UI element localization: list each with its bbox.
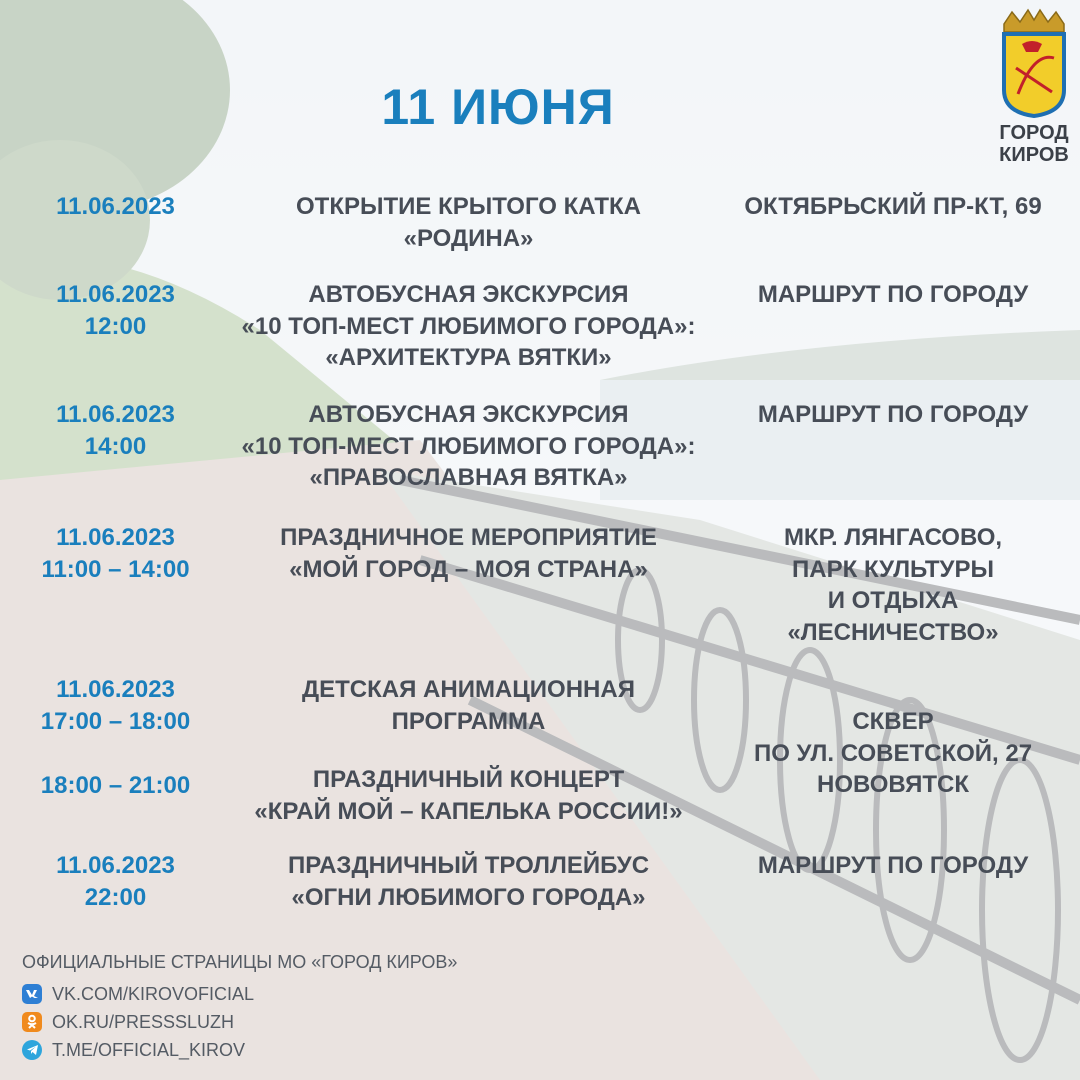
- event-place: МАРШРУТ ПО ГОРОДУ: [757, 281, 1029, 308]
- event-place: МАРШРУТ ПО ГОРОДУ: [757, 852, 1029, 879]
- event-title: «10 ТОП-МЕСТ ЛЮБИМОГО ГОРОДА»:: [241, 432, 696, 460]
- event-date: 11.06.2023: [56, 401, 175, 428]
- event-time: 11:00 – 14:00: [41, 555, 190, 583]
- event-title: ПРАЗДНИЧНОЕ МЕРОПРИЯТИЕ: [280, 524, 657, 551]
- event-title: ДЕТСКАЯ АНИМАЦИОННАЯ: [302, 676, 635, 703]
- event-place: ПАРК КУЛЬТУРЫ: [792, 555, 994, 583]
- coat-of-arms-icon: [998, 8, 1070, 118]
- ok-link[interactable]: [22, 1008, 457, 1036]
- telegram-link-text[interactable]: T.ME/OFFICIAL_KIROV: [52, 1039, 246, 1060]
- telegram-link[interactable]: [22, 1036, 457, 1064]
- event-date: 11.06.2023: [56, 524, 175, 551]
- event-title: ПРАЗДНИЧНЫЙ КОНЦЕРТ: [312, 766, 625, 793]
- logo-label: КИРОВ: [999, 144, 1069, 166]
- event-title: «МОЙ ГОРОД – МОЯ СТРАНА»: [289, 555, 648, 583]
- vk-icon: [22, 984, 42, 1004]
- event-place: МАРШРУТ ПО ГОРОДУ: [757, 401, 1029, 428]
- event-date: 11.06.2023: [56, 281, 175, 308]
- official-pages: [22, 950, 457, 1064]
- event-time: 12:00: [84, 312, 147, 340]
- event-place: «ЛЕСНИЧЕСТВО»: [787, 618, 999, 646]
- event-title: «ОГНИ ЛЮБИМОГО ГОРОДА»: [291, 883, 646, 911]
- event-title: АВТОБУСНАЯ ЭКСКУРСИЯ: [308, 281, 629, 308]
- event-place: И ОТДЫХА: [827, 587, 959, 614]
- event-title: ПРОГРАММА: [391, 707, 546, 735]
- city-logo: [994, 8, 1074, 166]
- event-place: ОКТЯБРЬСКИЙ ПР-КТ, 69: [744, 193, 1042, 220]
- event-place: ПО УЛ. СОВЕТСКОЙ, 27: [753, 739, 1033, 767]
- telegram-icon: [22, 1040, 42, 1060]
- event-title: ПРАЗДНИЧНЫЙ ТРОЛЛЕЙБУС: [287, 852, 650, 879]
- event-date: 11.06.2023: [56, 193, 175, 220]
- ok-icon: [22, 1012, 42, 1032]
- event-title: «КРАЙ МОЙ – КАПЕЛЬКА РОССИИ!»: [254, 797, 683, 825]
- event-date: 11.06.2023: [56, 676, 175, 703]
- logo-label: ГОРОД: [999, 122, 1069, 144]
- event-time: 14:00: [84, 432, 147, 460]
- event-place: НОВОВЯТСК: [816, 771, 970, 798]
- vk-link-text[interactable]: VK.COM/KIROVOFICIAL: [52, 983, 255, 1004]
- event-title: «РОДИНА»: [403, 224, 534, 252]
- event-time: 22:00: [84, 883, 147, 911]
- event-title: АВТОБУСНАЯ ЭКСКУРСИЯ: [308, 401, 629, 428]
- event-place: СКВЕР: [852, 708, 934, 735]
- event-time: 18:00 – 21:00: [40, 772, 191, 799]
- event-title: «ПРАВОСЛАВНАЯ ВЯТКА»: [309, 464, 628, 491]
- event-place: МКР. ЛЯНГАСОВО,: [783, 524, 1003, 551]
- event-date: 11.06.2023: [56, 852, 175, 879]
- event-title: ОТКРЫТИЕ КРЫТОГО КАТКА: [296, 193, 641, 220]
- event-title: «АРХИТЕКТУРА ВЯТКИ»: [325, 344, 612, 371]
- ok-link-text[interactable]: OK.RU/PRESSSLUZH: [52, 1011, 235, 1032]
- page-title: 11 ИЮНЯ: [381, 79, 615, 135]
- event-title: «10 ТОП-МЕСТ ЛЮБИМОГО ГОРОДА»:: [241, 312, 696, 340]
- footer-title: ОФИЦИАЛЬНЫЕ СТРАНИЦЫ МО «ГОРОД КИРОВ»: [22, 952, 458, 972]
- event-time: 17:00 – 18:00: [40, 707, 191, 735]
- vk-link[interactable]: [22, 980, 457, 1008]
